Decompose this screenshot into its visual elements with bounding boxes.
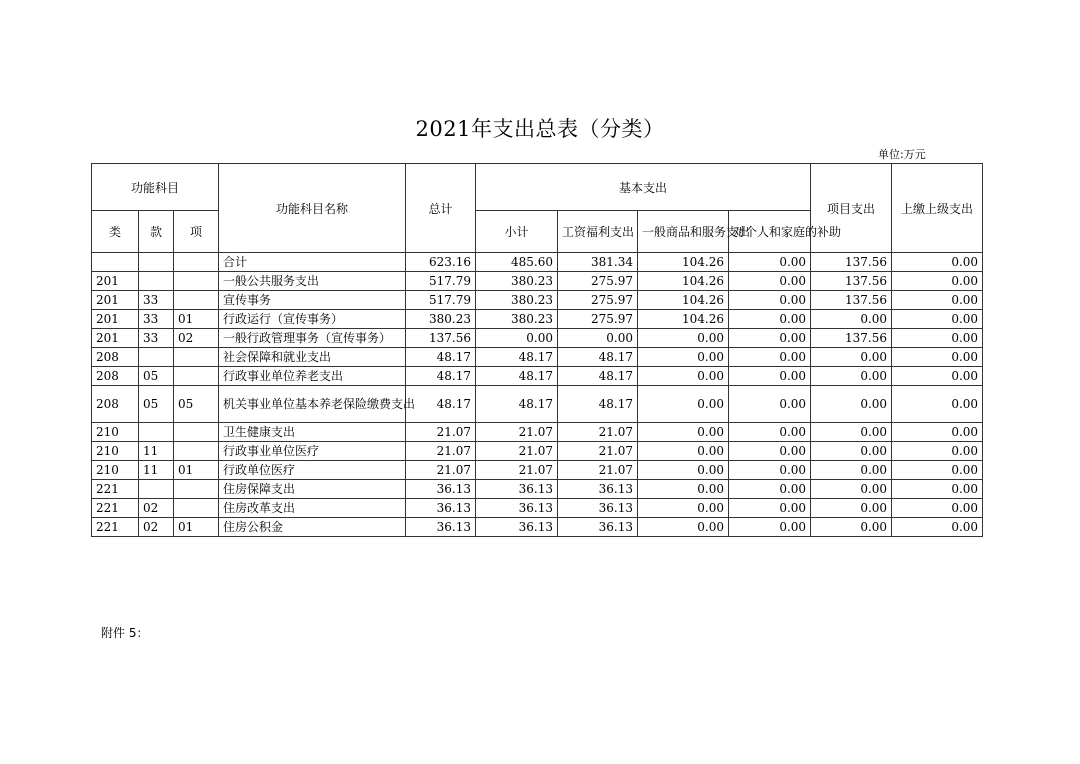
cell-subtotal: 485.60 — [476, 253, 558, 272]
cell-personal: 0.00 — [729, 423, 811, 442]
cell-xiang — [174, 272, 219, 291]
cell-total: 21.07 — [406, 442, 476, 461]
cell-lei: 221 — [92, 499, 139, 518]
cell-subtotal: 48.17 — [476, 386, 558, 423]
header-salary: 工资福利支出 — [558, 211, 638, 253]
cell-salary: 48.17 — [558, 348, 638, 367]
cell-xiang — [174, 423, 219, 442]
cell-subtotal: 0.00 — [476, 329, 558, 348]
cell-lei: 201 — [92, 310, 139, 329]
cell-upper: 0.00 — [892, 310, 983, 329]
table-row — [92, 310, 983, 329]
cell-project: 0.00 — [811, 348, 892, 367]
cell-project: 0.00 — [811, 480, 892, 499]
cell-kuan — [139, 348, 174, 367]
cell-xiang — [174, 253, 219, 272]
cell-project: 137.56 — [811, 253, 892, 272]
cell-upper: 0.00 — [892, 499, 983, 518]
cell-kuan: 33 — [139, 329, 174, 348]
cell-personal: 0.00 — [729, 499, 811, 518]
cell-xiang: 02 — [174, 329, 219, 348]
cell-upper: 0.00 — [892, 253, 983, 272]
cell-kuan: 11 — [139, 442, 174, 461]
cell-xiang — [174, 499, 219, 518]
cell-kuan: 05 — [139, 386, 174, 423]
cell-upper: 0.00 — [892, 442, 983, 461]
header-subtotal: 小计 — [476, 211, 558, 253]
cell-name: 行政事业单位养老支出 — [219, 367, 406, 386]
cell-goods: 0.00 — [638, 480, 729, 499]
cell-goods: 104.26 — [638, 310, 729, 329]
cell-project: 137.56 — [811, 272, 892, 291]
cell-total: 517.79 — [406, 272, 476, 291]
header-personal: 对个人和家庭的补助 — [729, 211, 811, 253]
cell-subtotal: 380.23 — [476, 272, 558, 291]
table-row — [92, 348, 983, 367]
cell-lei: 210 — [92, 423, 139, 442]
table-row — [92, 499, 983, 518]
cell-salary: 21.07 — [558, 423, 638, 442]
cell-project: 0.00 — [811, 386, 892, 423]
cell-subtotal: 48.17 — [476, 348, 558, 367]
cell-goods: 0.00 — [638, 386, 729, 423]
cell-goods: 0.00 — [638, 423, 729, 442]
cell-personal: 0.00 — [729, 310, 811, 329]
cell-total: 21.07 — [406, 461, 476, 480]
cell-total: 48.17 — [406, 348, 476, 367]
cell-goods: 0.00 — [638, 348, 729, 367]
cell-total: 36.13 — [406, 518, 476, 537]
cell-personal: 0.00 — [729, 461, 811, 480]
table-row — [92, 461, 983, 480]
cell-name: 行政运行（宣传事务） — [219, 310, 406, 329]
cell-lei — [92, 253, 139, 272]
cell-name: 卫生健康支出 — [219, 423, 406, 442]
table-row — [92, 291, 983, 310]
cell-name: 一般公共服务支出 — [219, 272, 406, 291]
cell-subtotal: 380.23 — [476, 310, 558, 329]
header-lei: 类 — [92, 211, 139, 253]
table-row — [92, 442, 983, 461]
cell-goods: 0.00 — [638, 461, 729, 480]
cell-upper: 0.00 — [892, 272, 983, 291]
cell-lei: 221 — [92, 518, 139, 537]
cell-name: 社会保障和就业支出 — [219, 348, 406, 367]
cell-subtotal: 21.07 — [476, 442, 558, 461]
cell-total: 623.16 — [406, 253, 476, 272]
cell-total: 380.23 — [406, 310, 476, 329]
cell-xiang — [174, 367, 219, 386]
cell-subtotal: 380.23 — [476, 291, 558, 310]
cell-personal: 0.00 — [729, 480, 811, 499]
cell-xiang: 01 — [174, 461, 219, 480]
cell-goods: 0.00 — [638, 367, 729, 386]
cell-upper: 0.00 — [892, 518, 983, 537]
cell-kuan: 02 — [139, 518, 174, 537]
cell-personal: 0.00 — [729, 518, 811, 537]
cell-xiang — [174, 291, 219, 310]
cell-name: 住房公积金 — [219, 518, 406, 537]
cell-lei: 208 — [92, 348, 139, 367]
cell-subtotal: 36.13 — [476, 518, 558, 537]
cell-name: 住房保障支出 — [219, 480, 406, 499]
cell-goods: 104.26 — [638, 272, 729, 291]
cell-goods: 0.00 — [638, 329, 729, 348]
cell-personal: 0.00 — [729, 291, 811, 310]
cell-project: 0.00 — [811, 499, 892, 518]
cell-project: 0.00 — [811, 461, 892, 480]
cell-personal: 0.00 — [729, 253, 811, 272]
cell-name: 合计 — [219, 253, 406, 272]
cell-lei: 201 — [92, 291, 139, 310]
table-row — [92, 423, 983, 442]
cell-xiang — [174, 480, 219, 499]
cell-upper: 0.00 — [892, 423, 983, 442]
cell-salary: 275.97 — [558, 272, 638, 291]
cell-upper: 0.00 — [892, 461, 983, 480]
cell-subtotal: 36.13 — [476, 499, 558, 518]
cell-total: 137.56 — [406, 329, 476, 348]
cell-upper: 0.00 — [892, 348, 983, 367]
cell-xiang — [174, 348, 219, 367]
cell-subtotal: 36.13 — [476, 480, 558, 499]
header-project: 项目支出 — [811, 164, 892, 253]
header-total: 总计 — [406, 164, 476, 253]
cell-kuan: 02 — [139, 499, 174, 518]
cell-kuan — [139, 272, 174, 291]
cell-project: 137.56 — [811, 329, 892, 348]
cell-lei: 210 — [92, 442, 139, 461]
cell-kuan — [139, 480, 174, 499]
cell-personal: 0.00 — [729, 367, 811, 386]
table-row — [92, 253, 983, 272]
cell-kuan: 33 — [139, 291, 174, 310]
cell-salary: 36.13 — [558, 480, 638, 499]
cell-salary: 0.00 — [558, 329, 638, 348]
cell-project: 0.00 — [811, 442, 892, 461]
table-row — [92, 272, 983, 291]
cell-subtotal: 21.07 — [476, 423, 558, 442]
cell-salary: 36.13 — [558, 499, 638, 518]
cell-total: 36.13 — [406, 480, 476, 499]
cell-project: 0.00 — [811, 367, 892, 386]
cell-goods: 104.26 — [638, 291, 729, 310]
cell-personal: 0.00 — [729, 386, 811, 423]
cell-upper: 0.00 — [892, 291, 983, 310]
cell-xiang: 05 — [174, 386, 219, 423]
cell-xiang: 01 — [174, 518, 219, 537]
expenditure-table — [91, 163, 983, 537]
cell-subtotal: 21.07 — [476, 461, 558, 480]
cell-kuan — [139, 423, 174, 442]
table-row — [92, 329, 983, 348]
cell-salary: 48.17 — [558, 367, 638, 386]
cell-personal: 0.00 — [729, 329, 811, 348]
cell-upper: 0.00 — [892, 367, 983, 386]
cell-lei: 201 — [92, 329, 139, 348]
cell-goods: 0.00 — [638, 442, 729, 461]
cell-kuan: 05 — [139, 367, 174, 386]
cell-salary: 275.97 — [558, 291, 638, 310]
cell-kuan — [139, 253, 174, 272]
cell-name: 一般行政管理事务（宣传事务） — [219, 329, 406, 348]
cell-project: 0.00 — [811, 310, 892, 329]
cell-lei: 201 — [92, 272, 139, 291]
header-func-subject: 功能科目 — [92, 164, 219, 211]
cell-lei: 208 — [92, 386, 139, 423]
cell-upper: 0.00 — [892, 386, 983, 423]
cell-personal: 0.00 — [729, 272, 811, 291]
cell-total: 48.17 — [406, 367, 476, 386]
cell-subtotal: 48.17 — [476, 367, 558, 386]
cell-salary: 381.34 — [558, 253, 638, 272]
cell-project: 0.00 — [811, 518, 892, 537]
cell-salary: 21.07 — [558, 461, 638, 480]
cell-lei: 221 — [92, 480, 139, 499]
cell-name: 行政单位医疗 — [219, 461, 406, 480]
cell-total: 36.13 — [406, 499, 476, 518]
attachment-note: 附件 5： — [101, 626, 149, 640]
header-upper: 上缴上级支出 — [892, 164, 983, 253]
unit-label: 单位:万元 — [878, 148, 926, 161]
header-func-name: 功能科目名称 — [219, 164, 406, 253]
table-row — [92, 518, 983, 537]
cell-goods: 0.00 — [638, 499, 729, 518]
table-row — [92, 386, 983, 423]
header-basic: 基本支出 — [476, 164, 811, 211]
cell-total: 517.79 — [406, 291, 476, 310]
page-title: 2021年支出总表（分类） — [415, 117, 665, 141]
cell-personal: 0.00 — [729, 348, 811, 367]
cell-project: 137.56 — [811, 291, 892, 310]
table-row — [92, 480, 983, 499]
cell-upper: 0.00 — [892, 329, 983, 348]
cell-kuan: 33 — [139, 310, 174, 329]
cell-xiang: 01 — [174, 310, 219, 329]
cell-xiang — [174, 442, 219, 461]
cell-total: 48.17 — [406, 386, 476, 423]
cell-salary: 48.17 — [558, 386, 638, 423]
cell-name: 住房改革支出 — [219, 499, 406, 518]
cell-lei: 210 — [92, 461, 139, 480]
header-kuan: 款 — [139, 211, 174, 253]
table-row — [92, 367, 983, 386]
cell-total: 21.07 — [406, 423, 476, 442]
cell-upper: 0.00 — [892, 480, 983, 499]
cell-salary: 275.97 — [558, 310, 638, 329]
cell-name: 机关事业单位基本养老保险缴费支出 — [219, 386, 406, 423]
cell-kuan: 11 — [139, 461, 174, 480]
cell-name: 行政事业单位医疗 — [219, 442, 406, 461]
cell-personal: 0.00 — [729, 442, 811, 461]
cell-salary: 36.13 — [558, 518, 638, 537]
cell-lei: 208 — [92, 367, 139, 386]
header-xiang: 项 — [174, 211, 219, 253]
cell-salary: 21.07 — [558, 442, 638, 461]
header-goods: 一般商品和服务支出 — [638, 211, 729, 253]
cell-goods: 0.00 — [638, 518, 729, 537]
cell-name: 宣传事务 — [219, 291, 406, 310]
cell-project: 0.00 — [811, 423, 892, 442]
cell-goods: 104.26 — [638, 253, 729, 272]
